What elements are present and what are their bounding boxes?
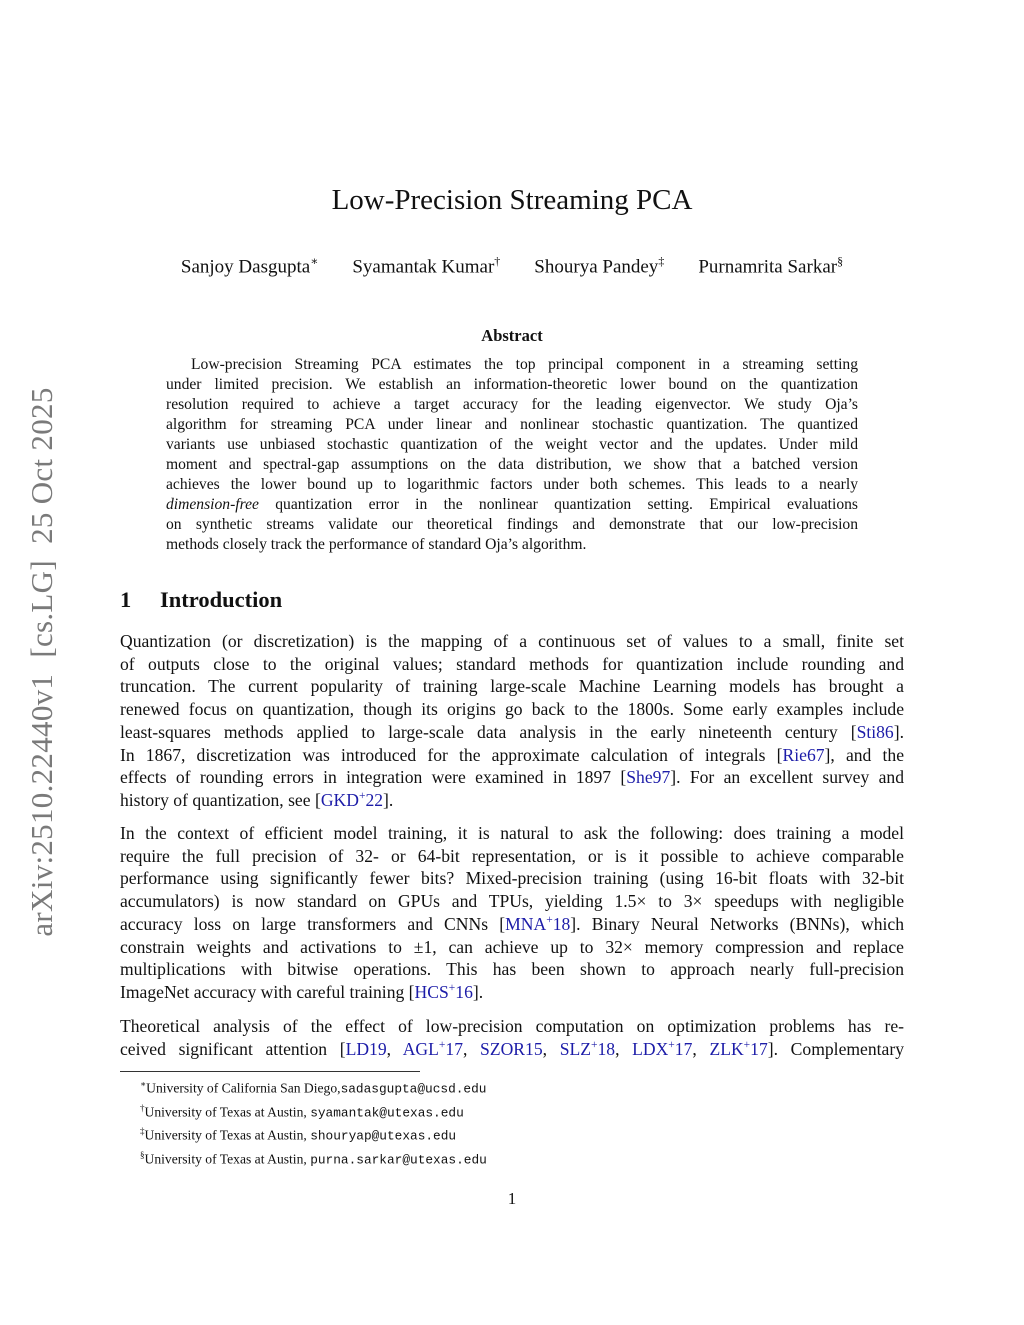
footnote (140, 1146, 487, 1170)
author-footnote-mark[interactable]: § (837, 254, 844, 268)
citation-key: LD19 (345, 1038, 387, 1059)
footnotes (140, 1075, 487, 1169)
text: renewed focus on quantization, though its origins go back to the 1800s. Some early examples include (120, 699, 904, 720)
citation-key: SLZ (559, 1038, 591, 1059)
text-line (120, 867, 904, 890)
text-line (120, 653, 904, 676)
emphasis: dimension-free (166, 496, 259, 513)
text: variants use unbiased stochastic quantization of the weight vector and the updates. Under mild (166, 436, 858, 453)
author-name: Syamantak Kumar (352, 256, 495, 278)
citation-year: 17 (674, 1038, 693, 1059)
text-line (120, 789, 904, 812)
abstract-heading: Abstract (481, 326, 543, 345)
email[interactable]: purna.sarkar@utexas.edu (310, 1152, 487, 1168)
text-line (120, 981, 904, 1004)
author (181, 254, 318, 278)
author-name: Sanjoy Dasgupta (180, 256, 311, 278)
text: multiplications with bitwise operations. This has been shown to approach nearly full-precision (120, 959, 904, 980)
text: least-squares methods applied to large-scale data analysis in the early nineteenth century [ (120, 721, 857, 742)
citation-link[interactable] (346, 1039, 387, 1059)
text-line (120, 630, 904, 653)
text: ]. (472, 981, 484, 1002)
citation-link[interactable] (560, 1039, 615, 1059)
text-line (120, 913, 904, 936)
citation-sup: + (590, 1038, 598, 1051)
paper-title: Low-Precision Streaming PCA (331, 184, 693, 216)
citation-year: 22 (365, 789, 384, 810)
citation-key: LDX (632, 1038, 669, 1059)
text-line (166, 435, 858, 455)
email[interactable]: shouryap@utexas.edu (310, 1128, 457, 1144)
footnote-mark: § (140, 1149, 145, 1160)
text: moment and spectral-gap assumptions on the data distribution, we show that a batched version (166, 456, 858, 473)
text: In the context of efficient model training, it is natural to ask the following: does training a model (120, 823, 904, 843)
citation-sup: + (358, 790, 366, 803)
text-line (120, 721, 904, 744)
citation-key: AGL (402, 1038, 439, 1059)
text: , (462, 1038, 481, 1059)
abstract-body (166, 355, 858, 555)
text: , (386, 1038, 403, 1059)
citation-link[interactable] (783, 745, 825, 765)
citation-sup: + (546, 913, 553, 926)
text: require the full precision of 32- or 64-bit representation, or is it possible to achieve comparable (120, 845, 904, 866)
text-line (120, 936, 904, 959)
text-line (166, 475, 858, 495)
text-line (120, 890, 904, 913)
citation-sup: + (668, 1038, 675, 1051)
text-line (166, 455, 858, 475)
arxiv-identifier: arXiv:2510.22440v1 [cs.LG] 25 Oct 2025 (24, 387, 59, 937)
citation-link[interactable] (632, 1039, 692, 1059)
affiliation: University of Texas at Austin, (144, 1127, 311, 1143)
text: ]. (383, 789, 394, 810)
text-line (120, 744, 904, 767)
text: methods closely track the performance of standard Oja’s algorithm. (166, 536, 587, 553)
citation-link[interactable] (480, 1039, 543, 1059)
citation-sup: + (438, 1038, 446, 1051)
footnote-mark: † (140, 1102, 145, 1113)
citation-key: Sti86 (856, 721, 894, 742)
text: ]. Binary Neural Networks (BNNs), which (570, 913, 904, 934)
section-heading (120, 587, 282, 613)
footnote-mark: ‡ (140, 1126, 145, 1137)
citation-year: 18 (552, 913, 571, 934)
footnote-mark: ∗ (140, 1079, 147, 1089)
paragraph (120, 822, 904, 1004)
text: ]. (893, 721, 904, 742)
citation-year: 17 (445, 1038, 463, 1059)
text: Low-precision Streaming PCA estimates the top principal component in a streaming setting (191, 356, 858, 373)
text: Quantization (or discretization) is the mapping of a continuous set of values to a small, finite set (120, 631, 904, 651)
footnote-rule (120, 1071, 420, 1072)
affiliation: University of Texas at Austin, (144, 1151, 311, 1167)
email[interactable]: sadasgupta@ucsd.edu (340, 1081, 487, 1097)
text: truncation. The current popularity of training large-scale Machine Learning models has brought a (120, 676, 904, 697)
text: performance using significantly fewer bits? Mixed-precision training (using 16-bit floats with 32-bit (120, 868, 904, 889)
citation-link[interactable] (505, 914, 570, 934)
citation-sup: + (743, 1038, 751, 1051)
citation-link[interactable] (626, 767, 670, 787)
author (352, 254, 500, 278)
text: constrain weights and activations to ±1, can achieve up to 32× memory compression and replace (120, 936, 904, 957)
email[interactable]: syamantak@utexas.edu (310, 1105, 464, 1121)
citation-key: SZOR15 (480, 1038, 543, 1059)
text: In 1867, discretization was introduced for the approximate calculation of integrals [ (120, 744, 783, 765)
text-line (166, 375, 858, 395)
citation-link[interactable] (321, 790, 383, 810)
text: accuracy loss on large transformers and CNNs [ (120, 913, 506, 934)
text-line (120, 698, 904, 721)
text: ImageNet accuracy with careful training [ (120, 981, 415, 1002)
text: ]. For an excellent survey and (670, 767, 904, 788)
text-line (120, 1038, 904, 1061)
text: on synthetic streams validate our theoretical findings and demonstrate that our low-precision (166, 516, 858, 533)
section-number: 1 (120, 587, 132, 612)
citation-key: GKD (320, 789, 359, 810)
citation-sup: + (448, 982, 456, 995)
text-line (120, 822, 904, 845)
text-line (120, 675, 904, 698)
citation-link[interactable] (709, 1039, 767, 1059)
text: ceived significant attention [ (120, 1038, 346, 1059)
text: of outputs close to the original values; standard methods for quantization include rounding and (120, 653, 904, 674)
text: algorithm for streaming PCA under linear and nonlinear stochastic quantization. The quantized (166, 416, 858, 433)
author-footnote-mark[interactable]: ∗ (310, 254, 319, 268)
author-name: Purnamrita Sarkar (698, 256, 838, 278)
citation-key: Rie67 (782, 744, 825, 765)
affiliation: University of Texas at Austin, (144, 1104, 311, 1120)
author-footnote-mark[interactable]: ‡ (658, 254, 665, 268)
citation-key: MNA (505, 913, 547, 934)
text-line (166, 495, 858, 515)
section-title: Introduction (160, 587, 283, 612)
text-line (166, 355, 858, 375)
citation-link[interactable] (403, 1039, 463, 1059)
text-line (120, 845, 904, 868)
text-line (166, 535, 858, 555)
text: , (542, 1038, 560, 1059)
author (698, 254, 843, 278)
citation-link[interactable] (857, 722, 894, 742)
text-line (120, 1015, 904, 1038)
text: , (615, 1038, 633, 1059)
affiliation: University of California San Diego, (146, 1080, 341, 1096)
text: quantization error in the nonlinear quantization setting. Empirical evaluations (258, 496, 858, 513)
citation-link[interactable] (415, 982, 473, 1002)
text: , (692, 1038, 710, 1059)
text: effects of rounding errors in integration were examined in 1897 [ (120, 767, 627, 788)
author-name: Shourya Pandey (534, 256, 659, 278)
citation-key: HCS (414, 981, 449, 1002)
citation-key: ZLK (709, 1038, 744, 1059)
text-line (166, 395, 858, 415)
page-number: 1 (507, 1189, 517, 1208)
author-list (0, 254, 1024, 278)
author-footnote-mark[interactable]: † (494, 254, 501, 268)
paragraph (120, 630, 904, 812)
text: Theoretical analysis of the effect of low-precision computation on optimization problems has re- (120, 1016, 904, 1036)
footnote (140, 1099, 487, 1123)
text-line (120, 766, 904, 789)
citation-year: 18 (597, 1038, 616, 1059)
citation-year: 16 (455, 981, 473, 1002)
text: ]. Complementary (767, 1038, 905, 1059)
text: achieves the lower bound up to logarithmic factors under both schemes. This leads to a nearly (166, 476, 858, 493)
text-line (166, 415, 858, 435)
text: accumulators) is now standard on GPUs and TPUs, yielding 1.5× to 3× speedups with negligible (120, 891, 904, 912)
footnote (140, 1075, 487, 1099)
text: under limited precision. We establish an information-theoretic lower bound on the quantization (166, 376, 858, 393)
text: history of quantization, see [ (120, 789, 321, 810)
footnote (140, 1122, 487, 1146)
paragraph (120, 1015, 904, 1060)
citation-key: She97 (626, 767, 671, 788)
citation-year: 17 (750, 1038, 768, 1059)
author (534, 254, 664, 278)
text: ], and the (824, 744, 905, 765)
text-line (166, 515, 858, 535)
text: resolution required to achieve a target accuracy for the leading eigenvector. We study Oja’s (166, 396, 858, 413)
text-line (120, 958, 904, 981)
